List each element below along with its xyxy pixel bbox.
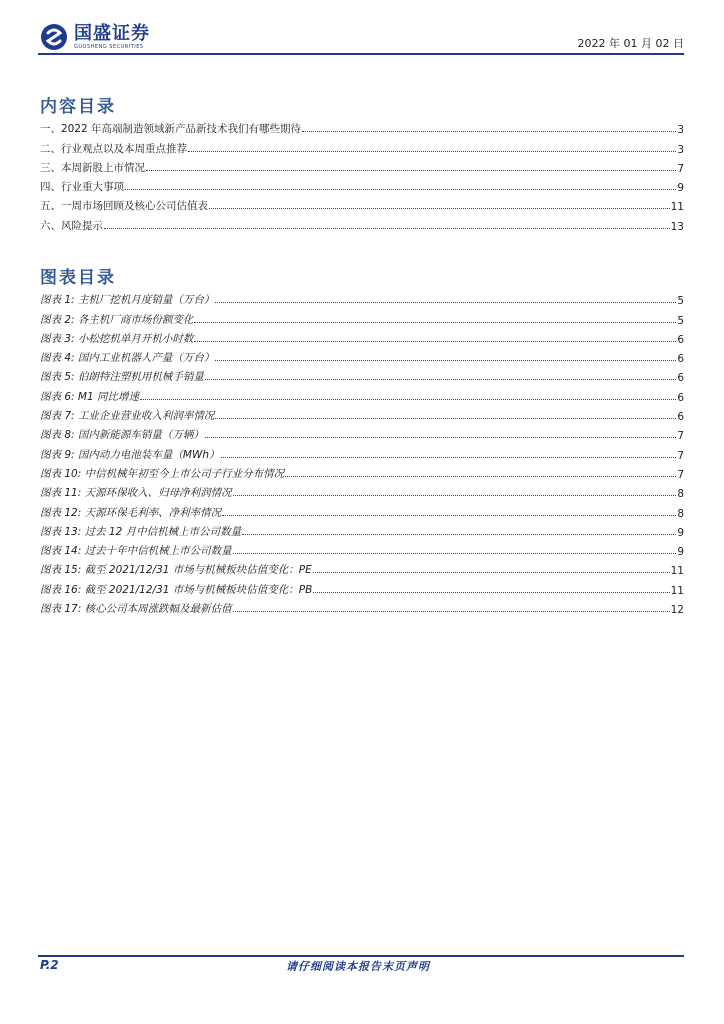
- figure-entry-label: 图表 7: 工业企业营业收入利润率情况: [40, 410, 215, 423]
- logo-icon: [40, 23, 68, 51]
- contents-entry[interactable]: [40, 213, 684, 232]
- contents-entry-page: 13: [670, 220, 684, 233]
- dot-leader: [215, 418, 676, 419]
- figure-entry[interactable]: [40, 307, 684, 326]
- figure-entry[interactable]: [40, 346, 684, 365]
- figure-entry-label: 图表 8: 国内新能源车销量（万辆）: [40, 429, 204, 442]
- dot-leader: [194, 322, 676, 323]
- figure-entry[interactable]: [40, 384, 684, 403]
- contents-entry-page: 11: [670, 201, 684, 214]
- company-logo: [40, 22, 150, 52]
- dot-leader: [221, 457, 677, 458]
- figure-entry[interactable]: [40, 539, 684, 558]
- contents-entry-label: 四、行业重大事项: [40, 181, 124, 194]
- figure-entry[interactable]: [40, 520, 684, 539]
- dot-leader: [215, 360, 676, 361]
- contents-entry-page: 9: [677, 182, 684, 195]
- contents-entry[interactable]: [40, 117, 684, 136]
- dot-leader: [188, 151, 676, 152]
- figure-entry-page: 7: [677, 468, 684, 481]
- dot-leader: [125, 189, 676, 190]
- figure-entry-page: 6: [677, 372, 684, 385]
- figure-entry-label: 图表 10: 中信机械年初至今上市公司子行业分布情况: [40, 467, 285, 480]
- figure-entry[interactable]: [40, 404, 684, 423]
- figure-entry-label: 图表 9: 国内动力电池装车量（MWh）: [40, 448, 220, 461]
- figure-entry[interactable]: [40, 288, 684, 307]
- figure-entry-page: 11: [670, 584, 684, 597]
- dot-leader: [140, 399, 676, 400]
- figure-entry-page: 5: [677, 314, 684, 327]
- figure-entry-page: 11: [670, 565, 684, 578]
- contents-list: [40, 117, 684, 233]
- contents-entry-label: 五、一周市场回顾及核心公司估值表: [40, 200, 208, 213]
- figure-entry-label: 图表 11: 天源环保收入、归母净利润情况: [40, 487, 232, 500]
- contents-entry-label: 二、行业观点以及本周重点推荐: [40, 142, 187, 155]
- figure-entry-label: 图表 12: 天源环保毛利率、净利率情况: [40, 506, 222, 519]
- figure-entry[interactable]: [40, 327, 684, 346]
- figure-entry[interactable]: [40, 500, 684, 519]
- figure-entry-page: 8: [677, 488, 684, 501]
- dot-leader: [313, 592, 669, 593]
- figure-entry-label: 图表 15: 截至 2021/12/31 市场与机械板块估值变化：PE: [40, 564, 312, 577]
- figure-entry-page: 6: [677, 353, 684, 366]
- logo-chinese-name: 国盛证券: [74, 22, 150, 44]
- dot-leader: [209, 208, 670, 209]
- figure-entry[interactable]: [40, 442, 684, 461]
- figure-entry-page: 6: [677, 333, 684, 346]
- figure-entry[interactable]: [40, 481, 684, 500]
- figure-entry-label: 图表 14: 过去十年中信机械上市公司数量: [40, 545, 232, 558]
- figure-entry-label: 图表 6: M1 同比增速: [40, 390, 139, 403]
- contents-entry[interactable]: [40, 156, 684, 175]
- dot-leader: [302, 131, 676, 132]
- dot-leader: [215, 302, 676, 303]
- figure-entry-label: 图表 13: 过去 12 月中信机械上市公司数量: [40, 525, 242, 538]
- figure-entry[interactable]: [40, 462, 684, 481]
- dot-leader: [233, 611, 670, 612]
- contents-entry-label: 六、风险提示: [40, 219, 103, 232]
- figure-entry-page: 9: [677, 526, 684, 539]
- figure-entry-label: 图表 2: 各主机厂商市场份额变化: [40, 313, 194, 326]
- figure-entry-page: 6: [677, 411, 684, 424]
- logo-english-name: GUOSHENG SECURITIES: [74, 43, 144, 50]
- figure-entry[interactable]: [40, 577, 684, 596]
- figure-entry-label: 图表 4: 国内工业机器人产量（万台）: [40, 352, 215, 365]
- figure-entry-page: 6: [677, 391, 684, 404]
- dot-leader: [146, 170, 676, 171]
- contents-entry-page: 3: [677, 124, 684, 137]
- contents-title: 内容目录: [40, 97, 116, 117]
- contents-entry-page: 3: [677, 143, 684, 156]
- page-number: P.2: [40, 958, 59, 972]
- figure-entry-page: 5: [677, 295, 684, 308]
- dot-leader: [194, 341, 676, 342]
- header-divider: [38, 53, 684, 55]
- dot-leader: [205, 379, 676, 380]
- dot-leader: [233, 553, 677, 554]
- contents-entry[interactable]: [40, 194, 684, 213]
- dot-leader: [285, 476, 676, 477]
- contents-entry-label: 一、2022 年高端制造领域新产品新技术我们有哪些期待: [40, 123, 302, 136]
- figures-title: 图表目录: [40, 268, 116, 288]
- page-header: [40, 20, 684, 56]
- figure-entry-page: 9: [677, 546, 684, 559]
- figures-list: [40, 288, 684, 616]
- dot-leader: [313, 572, 670, 573]
- figure-entry[interactable]: [40, 423, 684, 442]
- dot-leader: [233, 495, 677, 496]
- footer-disclaimer: 请仔细阅读本报告末页声明: [286, 960, 430, 973]
- figure-entry[interactable]: [40, 597, 684, 616]
- contents-entry[interactable]: [40, 136, 684, 155]
- figure-entry-label: 图表 17: 核心公司本周涨跌幅及最新估值: [40, 603, 232, 616]
- figure-entry-page: 7: [677, 430, 684, 443]
- footer-divider: [38, 955, 684, 957]
- contents-entry-label: 三、本周新股上市情况: [40, 161, 145, 174]
- figure-entry[interactable]: [40, 558, 684, 577]
- report-date: 2022 年 01 月 02 日: [577, 37, 684, 50]
- figure-entry-label: 图表 16: 截至 2021/12/31 市场与机械板块估值变化：PB: [40, 583, 313, 596]
- figure-entry-label: 图表 1: 主机厂挖机月度销量（万台）: [40, 294, 215, 307]
- dot-leader: [104, 228, 670, 229]
- dot-leader: [222, 515, 676, 516]
- figure-entry-label: 图表 3: 小松挖机单月开机小时数: [40, 332, 194, 345]
- dot-leader: [205, 437, 676, 438]
- figure-entry-label: 图表 5: 伯朗特注塑机用机械手销量: [40, 371, 204, 384]
- contents-entry[interactable]: [40, 175, 684, 194]
- figure-entry-page: 7: [677, 449, 684, 462]
- figure-entry-page: 8: [677, 507, 684, 520]
- figure-entry[interactable]: [40, 365, 684, 384]
- figure-entry-page: 12: [670, 604, 684, 617]
- dot-leader: [242, 534, 676, 535]
- contents-entry-page: 7: [677, 162, 684, 175]
